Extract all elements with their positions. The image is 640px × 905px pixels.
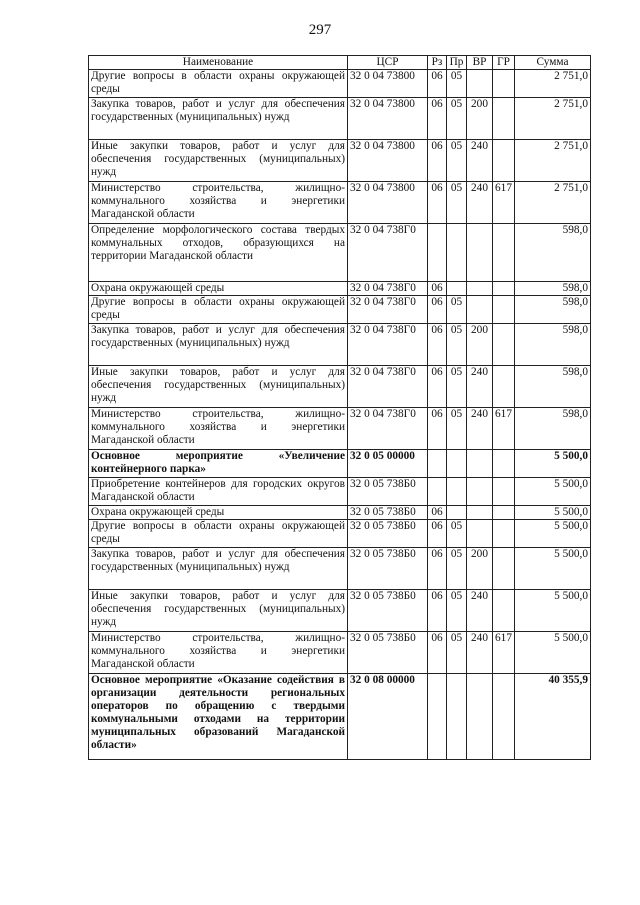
cell-vr <box>467 224 493 282</box>
table-row <box>89 506 591 520</box>
cell-vr <box>467 296 493 324</box>
header-csr: ЦСР <box>348 56 428 70</box>
cell-pr: 05 <box>447 408 467 450</box>
cell-name: Охрана окружающей среды <box>89 282 348 296</box>
cell-sum: 598,0 <box>515 408 591 450</box>
cell-sum: 2 751,0 <box>515 98 591 140</box>
cell-vr <box>467 506 493 520</box>
cell-gr <box>493 674 515 760</box>
cell-csr: 32 0 05 738Б0 <box>348 548 428 590</box>
cell-pr: 05 <box>447 548 467 590</box>
table-row <box>89 548 591 590</box>
cell-gr <box>493 324 515 366</box>
cell-name: Иные закупки товаров, работ и услуг для обеспечения государственных (муниципальных) нужд <box>89 366 348 408</box>
cell-vr: 240 <box>467 590 493 632</box>
cell-sum: 598,0 <box>515 296 591 324</box>
cell-csr: 32 0 08 00000 <box>348 674 428 760</box>
cell-vr: 240 <box>467 408 493 450</box>
cell-pr: 05 <box>447 366 467 408</box>
cell-rz <box>428 450 447 478</box>
cell-pr <box>447 478 467 506</box>
cell-sum: 5 500,0 <box>515 520 591 548</box>
cell-gr <box>493 98 515 140</box>
cell-name: Основное мероприятие «Оказание содействия в организации деятельности региональных операторов по обращению с твердыми коммунальными отходами на территории муниципальных образований Магаданской области» <box>89 674 348 760</box>
table-row <box>89 182 591 224</box>
cell-pr: 05 <box>447 182 467 224</box>
cell-csr: 32 0 05 738Б0 <box>348 506 428 520</box>
header-name: Наименование <box>89 56 348 70</box>
cell-gr <box>493 140 515 182</box>
cell-name: Другие вопросы в области охраны окружающей среды <box>89 520 348 548</box>
table-row <box>89 520 591 548</box>
table-row <box>89 224 591 282</box>
cell-sum: 598,0 <box>515 224 591 282</box>
cell-sum: 2 751,0 <box>515 182 591 224</box>
cell-rz: 06 <box>428 98 447 140</box>
cell-pr: 05 <box>447 296 467 324</box>
cell-sum: 5 500,0 <box>515 506 591 520</box>
cell-rz <box>428 224 447 282</box>
cell-csr: 32 0 05 738Б0 <box>348 590 428 632</box>
header-sum: Сумма <box>515 56 591 70</box>
cell-gr <box>493 478 515 506</box>
header-gr: ГР <box>493 56 515 70</box>
cell-sum: 5 500,0 <box>515 478 591 506</box>
table-row <box>89 674 591 760</box>
cell-vr: 200 <box>467 324 493 366</box>
cell-sum: 2 751,0 <box>515 70 591 98</box>
cell-csr: 32 0 04 73800 <box>348 70 428 98</box>
table-row <box>89 450 591 478</box>
table-row <box>89 632 591 674</box>
cell-gr <box>493 282 515 296</box>
cell-rz: 06 <box>428 632 447 674</box>
cell-gr <box>493 548 515 590</box>
cell-csr: 32 0 05 738Б0 <box>348 478 428 506</box>
cell-pr <box>447 506 467 520</box>
cell-gr <box>493 366 515 408</box>
table-body <box>89 70 591 760</box>
cell-name: Другие вопросы в области охраны окружающей среды <box>89 70 348 98</box>
cell-gr <box>493 590 515 632</box>
cell-vr <box>467 478 493 506</box>
cell-gr <box>493 296 515 324</box>
cell-rz: 06 <box>428 324 447 366</box>
cell-vr: 240 <box>467 140 493 182</box>
table-row <box>89 324 591 366</box>
cell-csr: 32 0 04 73800 <box>348 182 428 224</box>
cell-vr <box>467 674 493 760</box>
cell-vr <box>467 450 493 478</box>
cell-csr: 32 0 04 738Г0 <box>348 324 428 366</box>
cell-name: Основное мероприятие «Увеличение контейнерного парка» <box>89 450 348 478</box>
cell-name: Министерство строительства, жилищно-коммунального хозяйства и энергетики Магаданской области <box>89 408 348 450</box>
cell-name: Закупка товаров, работ и услуг для обеспечения государственных (муниципальных) нужд <box>89 324 348 366</box>
cell-csr: 32 0 05 00000 <box>348 450 428 478</box>
cell-sum: 5 500,0 <box>515 632 591 674</box>
cell-csr: 32 0 04 73800 <box>348 98 428 140</box>
table-row <box>89 70 591 98</box>
cell-sum: 598,0 <box>515 366 591 408</box>
cell-pr <box>447 282 467 296</box>
cell-pr <box>447 674 467 760</box>
table-row <box>89 590 591 632</box>
table-row <box>89 478 591 506</box>
cell-csr: 32 0 04 73800 <box>348 140 428 182</box>
cell-pr: 05 <box>447 98 467 140</box>
cell-rz: 06 <box>428 366 447 408</box>
cell-sum: 5 500,0 <box>515 590 591 632</box>
cell-sum: 5 500,0 <box>515 548 591 590</box>
cell-name: Закупка товаров, работ и услуг для обеспечения государственных (муниципальных) нужд <box>89 548 348 590</box>
cell-sum: 5 500,0 <box>515 450 591 478</box>
cell-rz: 06 <box>428 548 447 590</box>
cell-pr: 05 <box>447 590 467 632</box>
cell-csr: 32 0 04 738Г0 <box>348 224 428 282</box>
page-number: 297 <box>308 22 332 38</box>
cell-rz: 06 <box>428 506 447 520</box>
cell-rz: 06 <box>428 296 447 324</box>
cell-name: Министерство строительства, жилищно-коммунального хозяйства и энергетики Магаданской области <box>89 632 348 674</box>
cell-gr: 617 <box>493 408 515 450</box>
cell-rz: 06 <box>428 182 447 224</box>
cell-rz <box>428 478 447 506</box>
cell-name: Иные закупки товаров, работ и услуг для обеспечения государственных (муниципальных) нужд <box>89 590 348 632</box>
cell-vr <box>467 70 493 98</box>
table-row <box>89 98 591 140</box>
cell-pr <box>447 450 467 478</box>
cell-name: Министерство строительства, жилищно-коммунального хозяйства и энергетики Магаданской области <box>89 182 348 224</box>
table-row <box>89 366 591 408</box>
cell-sum: 598,0 <box>515 282 591 296</box>
cell-sum: 598,0 <box>515 324 591 366</box>
cell-gr <box>493 450 515 478</box>
cell-name: Определение морфологического состава твердых коммунальных отходов, образующихся на территории Магаданской области <box>89 224 348 282</box>
cell-rz: 06 <box>428 140 447 182</box>
cell-csr: 32 0 04 738Г0 <box>348 296 428 324</box>
cell-csr: 32 0 04 738Г0 <box>348 408 428 450</box>
cell-pr: 05 <box>447 520 467 548</box>
cell-name: Приобретение контейнеров для городских округов Магаданской области <box>89 478 348 506</box>
cell-csr: 32 0 04 738Г0 <box>348 366 428 408</box>
cell-vr: 200 <box>467 548 493 590</box>
cell-name: Закупка товаров, работ и услуг для обеспечения государственных (муниципальных) нужд <box>89 98 348 140</box>
cell-csr: 32 0 04 738Г0 <box>348 282 428 296</box>
cell-sum: 2 751,0 <box>515 140 591 182</box>
header-vr: ВР <box>467 56 493 70</box>
header-pr: Пр <box>447 56 467 70</box>
cell-gr <box>493 224 515 282</box>
cell-gr <box>493 506 515 520</box>
header-row <box>89 56 591 70</box>
cell-rz: 06 <box>428 408 447 450</box>
cell-rz: 06 <box>428 282 447 296</box>
cell-csr: 32 0 05 738Б0 <box>348 632 428 674</box>
cell-gr <box>493 520 515 548</box>
cell-pr: 05 <box>447 140 467 182</box>
cell-rz: 06 <box>428 70 447 98</box>
cell-csr: 32 0 05 738Б0 <box>348 520 428 548</box>
cell-pr: 05 <box>447 632 467 674</box>
budget-table <box>88 55 591 760</box>
cell-pr <box>447 224 467 282</box>
cell-name: Иные закупки товаров, работ и услуг для обеспечения государственных (муниципальных) нужд <box>89 140 348 182</box>
table-row <box>89 282 591 296</box>
cell-gr: 617 <box>493 182 515 224</box>
cell-gr: 617 <box>493 632 515 674</box>
cell-pr: 05 <box>447 70 467 98</box>
cell-pr: 05 <box>447 324 467 366</box>
cell-vr <box>467 282 493 296</box>
cell-rz: 06 <box>428 590 447 632</box>
cell-gr <box>493 70 515 98</box>
cell-vr: 200 <box>467 98 493 140</box>
table-row <box>89 296 591 324</box>
cell-vr: 240 <box>467 182 493 224</box>
cell-name: Охрана окружающей среды <box>89 506 348 520</box>
header-rz: Рз <box>428 56 447 70</box>
cell-sum: 40 355,9 <box>515 674 591 760</box>
cell-vr: 240 <box>467 366 493 408</box>
cell-rz: 06 <box>428 520 447 548</box>
cell-name: Другие вопросы в области охраны окружающей среды <box>89 296 348 324</box>
cell-vr: 240 <box>467 632 493 674</box>
table-row <box>89 140 591 182</box>
table-row <box>89 408 591 450</box>
cell-vr <box>467 520 493 548</box>
cell-rz <box>428 674 447 760</box>
